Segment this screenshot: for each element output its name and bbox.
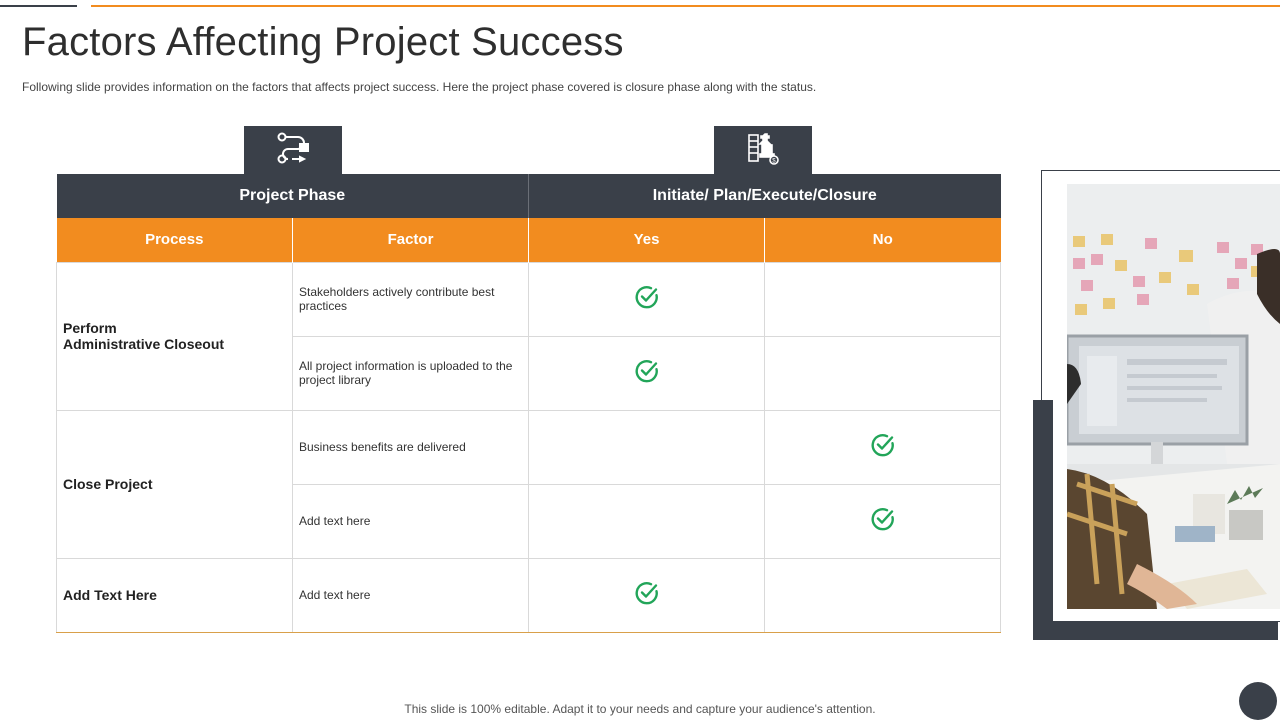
process-column-header: Process xyxy=(57,218,293,262)
yes-cell xyxy=(529,558,765,632)
project-phase-header: Project Phase xyxy=(57,174,529,218)
no-cell xyxy=(765,410,1001,484)
check-circle-icon xyxy=(634,580,660,611)
check-circle-icon xyxy=(634,284,660,315)
check-circle-icon xyxy=(870,432,896,463)
process-label: Perform Administrative Closeout xyxy=(63,320,225,352)
top-accent-line-orange xyxy=(91,5,1280,7)
phase-status-header: Initiate/ Plan/Execute/Closure xyxy=(529,174,1001,218)
factor-cell: All project information is uploaded to the project library xyxy=(293,336,529,410)
team-meeting-photo xyxy=(1067,184,1280,609)
status-icon-tab xyxy=(714,126,812,174)
process-cell: Add Text Here xyxy=(57,558,293,632)
check-circle-icon xyxy=(634,358,660,389)
page-subtitle: Following slide provides information on the factors that affects project success. Here the project phase covered is closure phase along with the status. xyxy=(22,80,817,94)
process-flow-icon xyxy=(276,131,310,170)
factor-column-header: Factor xyxy=(293,218,529,262)
top-accent-line-dark xyxy=(0,5,77,7)
no-cell xyxy=(765,262,1001,336)
no-cell xyxy=(765,336,1001,410)
yes-cell xyxy=(529,262,765,336)
process-cell xyxy=(57,262,293,410)
table-row xyxy=(57,262,1001,336)
yes-cell xyxy=(529,484,765,558)
yes-column-header: Yes xyxy=(529,218,765,262)
process-cell: Close Project xyxy=(57,410,293,558)
no-column-header: No xyxy=(765,218,1001,262)
project-phase-icon-tab xyxy=(244,126,342,174)
svg-text:$: $ xyxy=(772,158,776,164)
check-circle-icon xyxy=(870,506,896,537)
project-factors-table xyxy=(56,174,1001,633)
chess-strategy-icon xyxy=(746,131,780,170)
slide-footer-note: This slide is 100% editable. Adapt it to your needs and capture your audience's attention. xyxy=(404,702,876,716)
table-row xyxy=(57,410,1001,484)
yes-cell xyxy=(529,410,765,484)
no-cell xyxy=(765,484,1001,558)
yes-cell xyxy=(529,336,765,410)
table-row xyxy=(57,558,1001,632)
no-cell xyxy=(765,558,1001,632)
corner-dot xyxy=(1239,682,1277,720)
factor-cell: Add text here xyxy=(293,484,529,558)
page-title: Factors Affecting Project Success xyxy=(22,20,624,64)
factor-cell: Business benefits are delivered xyxy=(293,410,529,484)
factor-cell: Stakeholders actively contribute best practices xyxy=(293,262,529,336)
factor-cell: Add text here xyxy=(293,558,529,632)
